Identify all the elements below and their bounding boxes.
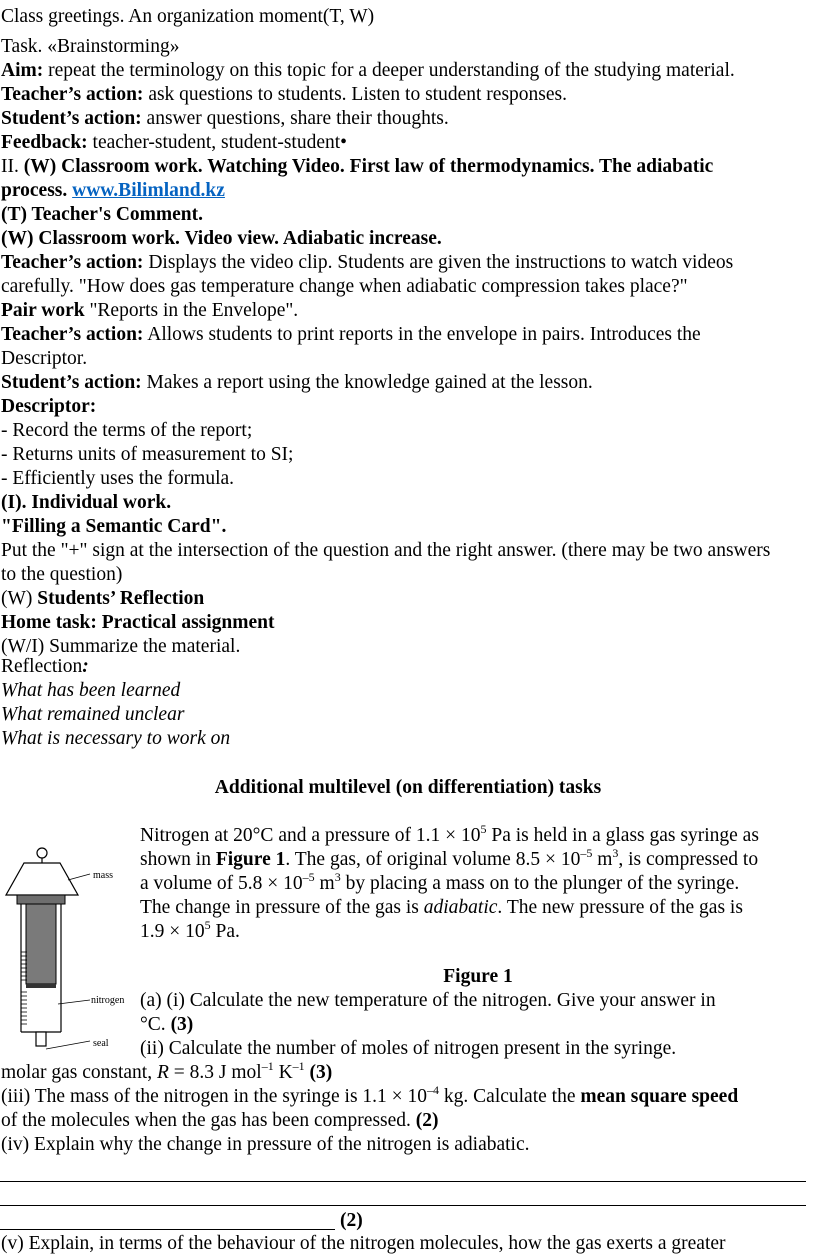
reflection-item: What is necessary to work on bbox=[1, 728, 231, 749]
question-a-ii: (ii) Calculate the number of moles of nitrogen present in the syringe. bbox=[140, 1038, 677, 1059]
line-summarize: (W/I) Summarize the material. bbox=[1, 636, 241, 657]
answer-line[interactable] bbox=[0, 1205, 806, 1206]
reflection-item: What remained unclear bbox=[1, 704, 185, 725]
student-action-label: Student’s action: bbox=[1, 372, 142, 393]
line-reflection bbox=[1, 655, 89, 679]
teacher-action-label: Teacher’s action: bbox=[1, 252, 144, 273]
problem-line: shown in Figure 1. The gas, of original volume $8.5 \times 10^{-5}$ $m^3$, is compressed to bbox=[140, 845, 759, 870]
line-task: Task. «Brainstorming» bbox=[1, 36, 180, 57]
section-number: II. bbox=[1, 156, 24, 177]
line-feedback bbox=[1, 131, 347, 155]
question-iv: (iv) Explain why the change in pressure of the nitrogen is adiabatic. bbox=[1, 1134, 530, 1155]
reflection-item: What has been learned bbox=[1, 680, 181, 701]
line-descriptor-intro: Descriptor. bbox=[1, 348, 88, 369]
answer-line[interactable] bbox=[0, 1181, 806, 1182]
semantic-card-heading: "Filling a Semantic Card". bbox=[1, 516, 227, 537]
line-instructions: carefully. "How does gas temperature change when adiabatic compression takes place?" bbox=[1, 276, 688, 297]
student-action-text: Makes a report using the knowledge gained at the lesson. bbox=[141, 372, 593, 393]
teacher-action-label: Teacher’s action: bbox=[1, 84, 144, 105]
descriptor-heading: Descriptor: bbox=[1, 396, 97, 417]
figure-caption: Figure 1 bbox=[443, 966, 513, 987]
aim-label: Aim: bbox=[1, 60, 44, 81]
line-section-ii bbox=[1, 155, 713, 179]
process-word: process. bbox=[1, 180, 73, 201]
feedback-text: teacher-student, student-student• bbox=[87, 132, 347, 153]
gas-syringe-figure bbox=[0, 842, 140, 1062]
line-teacher-action-2 bbox=[1, 251, 733, 275]
problem-statement bbox=[140, 821, 816, 944]
question-v: (v) Explain, in terms of the behaviour of the nitrogen molecules, how the gas exerts a greater bbox=[1, 1233, 726, 1254]
line-aim bbox=[1, 59, 735, 83]
line-students-reflection bbox=[1, 587, 204, 611]
plunger-top bbox=[17, 895, 65, 904]
bilimland-link[interactable]: www.Bilimland.kz bbox=[72, 180, 225, 201]
question-a-i: (a) (i) Calculate the new temperature of the nitrogen. Give your answer in bbox=[140, 990, 716, 1011]
line-teacher-comment: (T) Teacher's Comment. bbox=[1, 204, 204, 225]
line-process-link bbox=[1, 179, 225, 203]
line-teacher-action-3 bbox=[1, 323, 701, 347]
section-title: (W) Classroom work. Watching Video. First law of thermodynamics. The adiabatic bbox=[23, 156, 714, 177]
pair-work-text: "Reports in the Envelope". bbox=[84, 300, 299, 321]
mass-block bbox=[6, 863, 78, 895]
feedback-label: Feedback: bbox=[1, 132, 88, 153]
mass-knob bbox=[37, 848, 47, 858]
reflection-title: Students’ Reflection bbox=[37, 588, 205, 609]
answer-line[interactable] bbox=[0, 1229, 335, 1230]
descriptor-item: - Returns units of measurement to SI; bbox=[1, 444, 294, 465]
line-teacher-action-1 bbox=[1, 83, 567, 107]
line-plus-sign-instruction: Put the "+" sign at the intersection of the question and the right answer. (there may be two answers bbox=[1, 540, 771, 561]
line-to-the-question: to the question) bbox=[1, 564, 123, 585]
additional-tasks-heading: Additional multilevel (on differentiation) tasks bbox=[214, 777, 602, 798]
problem-line: $1.9 \times 10^5$ Pa. bbox=[140, 917, 240, 942]
plunger-seal bbox=[26, 984, 56, 988]
line-pair-work bbox=[1, 299, 298, 323]
pair-work-label: Pair work bbox=[1, 300, 85, 321]
question-a-i-cont: °C. (3) bbox=[140, 1014, 194, 1035]
label-mass: mass bbox=[93, 870, 113, 881]
individual-work-heading: (I). Individual work. bbox=[1, 492, 172, 513]
student-action-label: Student’s action: bbox=[1, 108, 142, 129]
line-classroom-work: (W) Classroom work. Video view. Adiabatic increase. bbox=[1, 228, 442, 249]
teacher-action-text: Allows students to print reports in the envelope in pairs. Introduces the bbox=[143, 324, 701, 345]
teacher-action-text: Displays the video clip. Students are given the instructions to watch videos bbox=[143, 252, 734, 273]
label-nitrogen: nitrogen bbox=[91, 995, 125, 1006]
problem-line: Nitrogen at 20°C and a pressure of $1.1 \times 10^5$ Pa is held in a glass gas syringe as bbox=[140, 821, 759, 846]
syringe-nozzle bbox=[36, 1032, 46, 1046]
molar-gas-constant: molar gas constant, R = 8.3 J mol$^{-1}$ $K^{-1}$ (3) bbox=[1, 1058, 333, 1083]
plunger-rod bbox=[26, 904, 56, 984]
problem-line: a volume of $5.8 \times 10^{-5}$ $m^3$ by placing a mass on to the plunger of the syringe. bbox=[140, 869, 740, 894]
aim-text: repeat the terminology on this topic for a deeper understanding of the studying material. bbox=[43, 60, 735, 81]
line-class-greetings: Class greetings. An organization moment(T, W) bbox=[1, 6, 375, 27]
reflection-colon: : bbox=[82, 656, 89, 677]
problem-line: The change in pressure of the gas is adiabatic. The new pressure of the gas is bbox=[140, 897, 743, 918]
home-task-heading: Home task: Practical assignment bbox=[1, 612, 275, 633]
question-iv-marks: (2) bbox=[340, 1210, 363, 1231]
question-iii: (iii) The mass of the nitrogen in the syringe is $1.1 \times 10^{-4}$ kg. Calculate the mean square speed bbox=[1, 1082, 739, 1107]
descriptor-item: - Record the terms of the report; bbox=[1, 420, 253, 441]
question-iii-cont: of the molecules when the gas has been compressed. (2) bbox=[1, 1110, 439, 1131]
teacher-action-label: Teacher’s action: bbox=[1, 324, 144, 345]
line-student-action-2 bbox=[1, 371, 593, 395]
student-action-text: answer questions, share their thoughts. bbox=[141, 108, 449, 129]
reflection-label: Reflection bbox=[1, 656, 83, 677]
descriptor-item: - Efficiently uses the formula. bbox=[1, 468, 235, 489]
line-student-action-1 bbox=[1, 107, 449, 131]
label-seal: seal bbox=[93, 1038, 109, 1049]
teacher-action-text: ask questions to students. Listen to student responses. bbox=[143, 84, 567, 105]
reflection-prefix: (W) bbox=[1, 588, 38, 609]
